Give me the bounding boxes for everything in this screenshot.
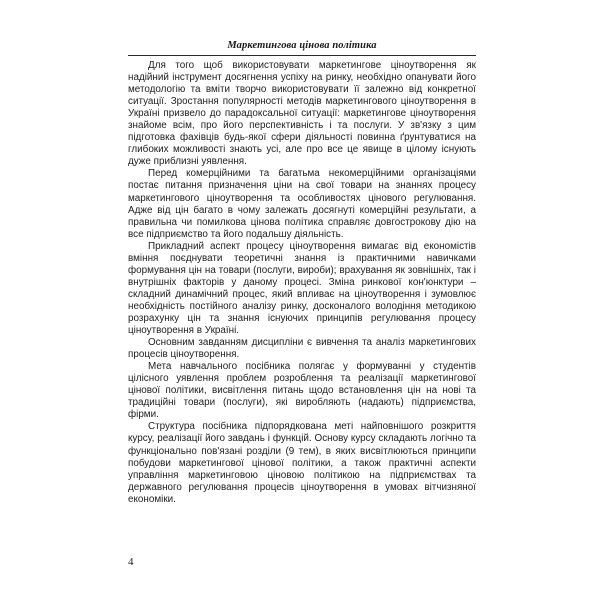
paragraph: Основним завданням дисципліни є вивчення та аналіз маркетингових процесів ціноутворення. [128, 337, 476, 361]
paragraph: Мета навчального посібника полягає у формуванні у студентів цілісного уявлення проблем розроблення та реалізації маркетингової цінової політики, висвітлення питань щодо встановлення цін на нові та традиційні товари (послуги), які виробляють (надають) підприємства, фірми. [128, 361, 476, 421]
paragraph: Для того щоб використовувати маркетингове ціноутворення як надійний інструмент досягнення успіху на ринку, необхідно опанувати його методологію та вміти творчо використовувати її залежно від конкретної ситуації. Зростання популярності методів маркетингового ціноутворення в Україні призвело до парадоксальної ситуації: маркетингове ціноутворення знайоме всім, про його перспективність і та послуги. У зв'язку з цим підготовка фахівців будь-якої сфери діяльності повинна ґрунтуватися на глибоких можливості знають усі, але про все це явище в цілому існують дуже приблизні уявлення. [128, 60, 476, 168]
paragraph: Структура посібника підпорядкована меті найповнішого розкриття курсу, реалізації його завдань і функцій. Основу курсу складають логічно та функціонально пов'язані розділи (9 тем), в яких висвітлюються принципи побудови маркетингової цінової політики, а також практичні аспекти управління маркетинговою ціновою політикою на підприємствах та державного регулювання процесів ціноутворення в умовах вітчизняної економіки. [128, 421, 476, 505]
header-rule [128, 55, 476, 56]
running-header: Маркетингова цінова політика [227, 40, 377, 51]
paragraph: Прикладний аспект процесу ціноутворення вимагає від економістів вміння поєднувати теоретичні знання із практичними навичками формування цін на товари (послуги, вироби); врахування як зовнішніх, так і внутрішніх факторів у даному процесі. Зміна ринкової кон'юнктури – складний динамічний процес, який впливає на ціноутворення і зумовлює необхідність постійного аналізу ринку, досконалого володіння методикою розрахунку цін та знання існуючих принципів регулювання процесу ціноутворення в Україні. [128, 240, 476, 337]
body-text [128, 60, 476, 506]
paragraph: Перед комерційними та багатьма некомерційними організаціями постає питання призначення ціни на свої товари на знаннях процесу маркетингового ціноутворення та особливостях цінового регулювання. Адже від цін багато в чому залежать досягнуті комерційні результати, а правильна чи помилкова цінова політика справляє довгострокову дію на все підприємство та його подальшу діяльність. [128, 168, 476, 240]
page-number: 4 [128, 556, 134, 568]
